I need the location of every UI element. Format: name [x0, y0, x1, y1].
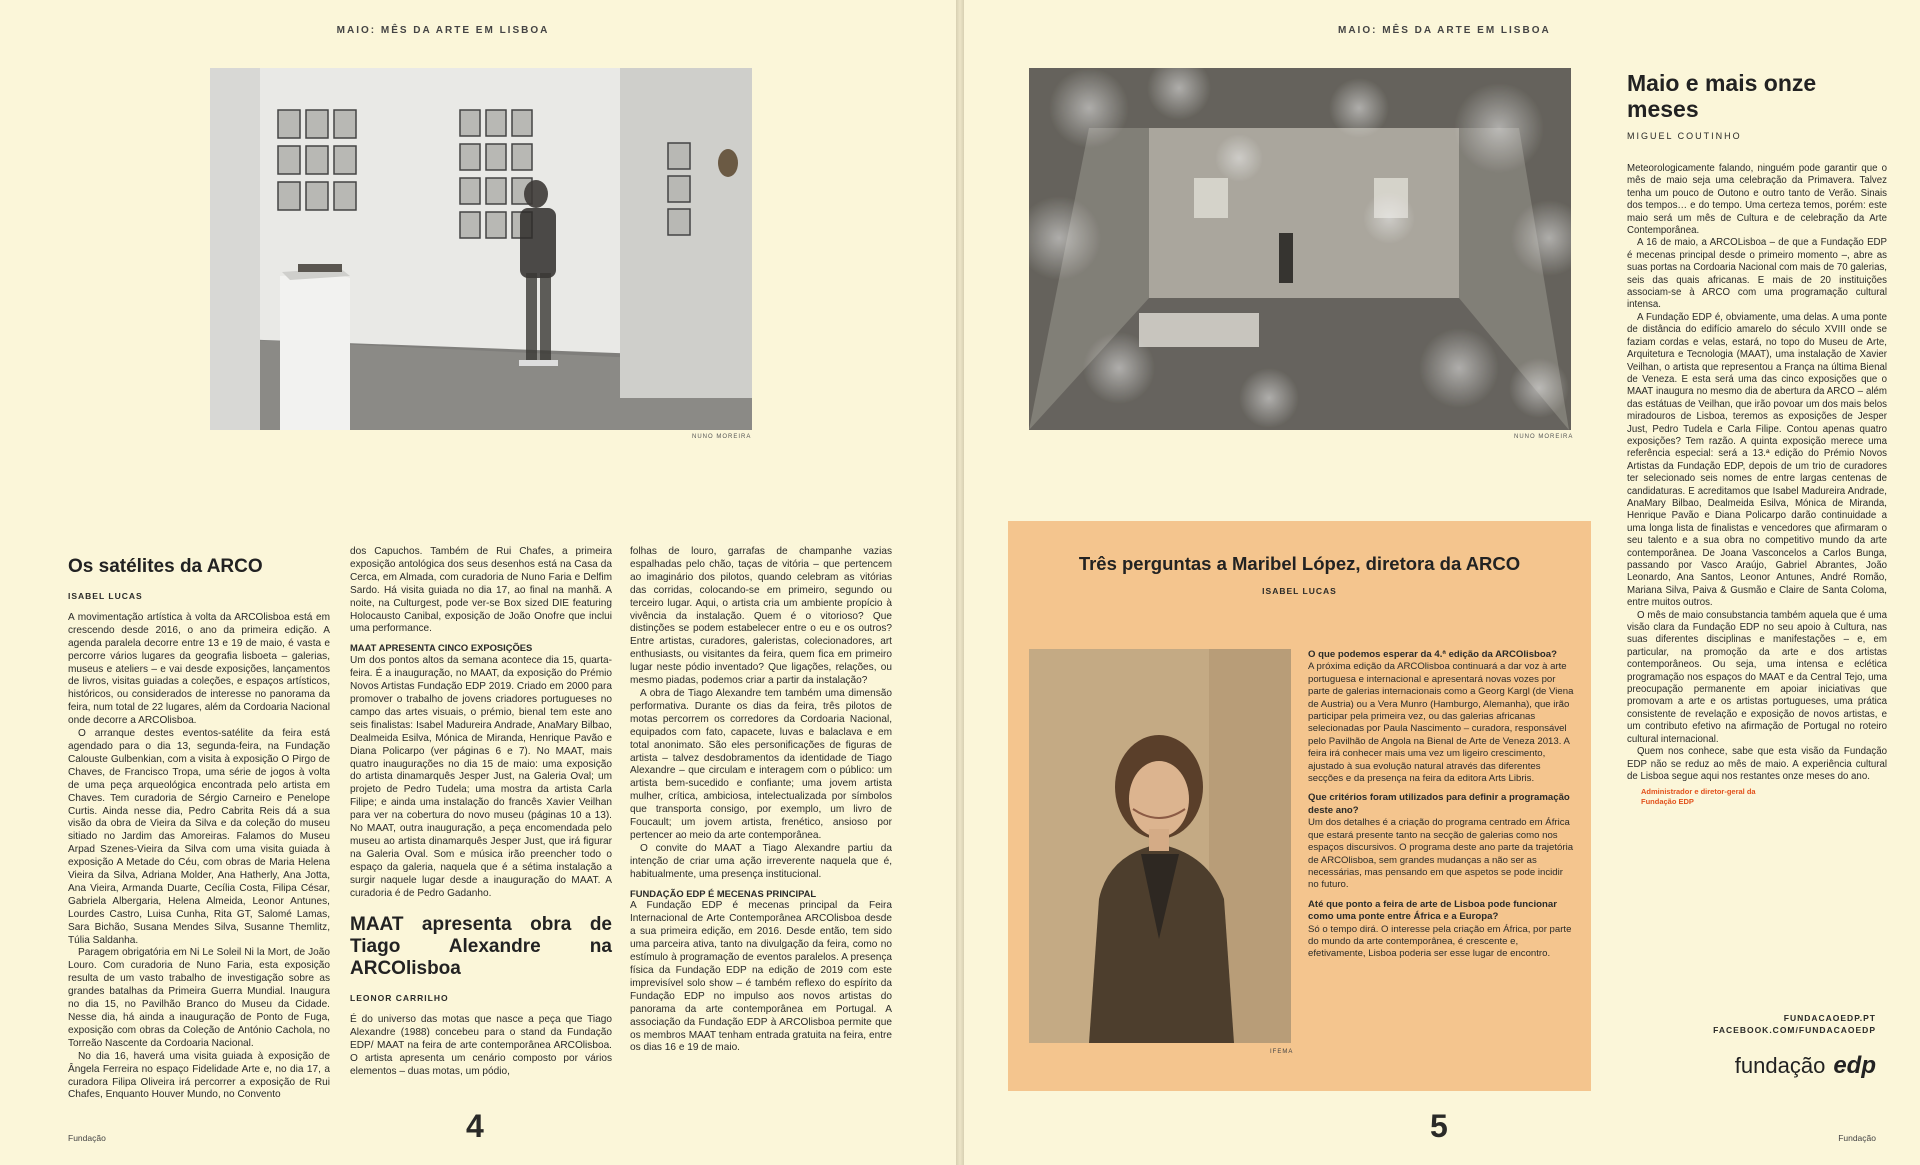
paragraph: Meteorologicamente falando, ninguém pode garantir que o mês de maio seja uma celebração da Primavera. Talvez tenha um pouco de Outono e outro tanto de Verão. Sinais dos tempos… e do tempo. Uma certeza temos, porém: este maio será um mês de Cultura e de celebração da Arte Contemporânea. — [1627, 163, 1887, 237]
portrait-photo — [1029, 649, 1291, 1043]
website-link[interactable]: FUNDACAOEDP.PT — [1783, 1013, 1876, 1023]
paragraph: A 16 de maio, a ARCOLisboa – de que a Fundação EDP é mecenas principal desde o primeiro momento –, abre as suas portas na Cordoaria Nacional com mais de 70 galerias, seis das quais africanas. E mais de 20 instituições associam-se à ARCO com uma programação cultural intensa. — [1627, 237, 1887, 311]
answer: Um dos detalhes é a criação do programa centrado em África que estará presente tanto na secção de galerias como nos espaços discursivos. O programa deste ano parte da trajetória de ARCOlisboa, sem grandes mudanças a não ser as necessárias, mas pensando em que aspetos se pode incidir no futuro. — [1308, 817, 1574, 891]
paragraph: O convite do MAAT a Tiago Alexandre partiu da intenção de criar uma ação irreverente naquela que é, habitualmente, uma presença institucional. — [630, 842, 892, 880]
paragraph: O mês de maio consubstancia também aquela que é uma visão clara da Fundação EDP no seu apoio à Cultura, nas suas diferentes disciplinas e manifestações – e, em particular, na promoção da arte e dos artistas contemporâneos. Ou seja, uma intensa e eclética programação nos espaços do MAAT e da Central Tejo, uma preocupação permanente em apoiar iniciativas que promovam a arte e os artistas portugueses, uma prática consistente de revelação e exposição de novos artistas, e um contributo efetivo na afirmação de Portugal no roteiro cultural internacional. — [1627, 609, 1887, 745]
subheading: FUNDAÇÃO EDP É MECENAS PRINCIPAL — [630, 887, 817, 899]
spine — [956, 0, 964, 1165]
cordoaria-photo — [1029, 68, 1571, 430]
article-satelites-continued — [350, 546, 612, 1079]
paragraph: A Fundação EDP é, obviamente, uma delas. A uma ponte de distância do edifício amarelo do século XVIII onde se faziam cordas e velas, estará, no topo do Museu de Arte, Arquitetura e Tecnologia (MAAT), uma instalação de Xavier Veilhan, o artista que representou a França na última Bienal de Veneza. E esta será uma das cinco exposições que o MAAT inaugura no mesmo dia de abertura da ARCO – além das estátuas de Veilhan, que irão povoar um dos mais belos miradouros de Lisboa, teremos as exposições de Jesper Just, Pedro Tudela e Carla Filipe. Contou apenas quatro exposições? Tem razão. A quinta exposição merece uma referência especial: será a 13.ª edição do Prémio Novos Artistas da Fundação EDP, depois de um trio de curadores ter selecionado seis nomes de entre largas centenas de candidaturas. E acreditamos que Isabel Madureira Andrade, AnaMary Bilbao, Dealmeida Esilva, Mónica de Miranda, Henrique Pavão e Diana Policarpo darão continuidade a uma longa lista de finalistas e vencedores que afirmaram o seu talento e a sua obra no competitivo mundo da arte contemporânea. De Joana Vasconcelos a Carlos Bunga, passando por Vasco Araújo, Gabriel Abrantes, João Leonardo, Ana Santos, Leonor Antunes, André Romão, Mariana Silva, Paiva & Gusmão e Claire de Santa Coloma, entre muitos outros. — [1627, 311, 1887, 609]
photo-credit-left: NUNO MOREIRA — [692, 434, 752, 440]
facebook-link[interactable]: FACEBOOK.COM/FUNDACAOEDP — [1713, 1025, 1876, 1035]
editorial-byline: MIGUEL COUTINHO — [1627, 131, 1742, 141]
interview-qa — [1308, 649, 1574, 961]
page-number-left: 4 — [466, 1108, 484, 1144]
byline: ISABEL LUCAS — [68, 591, 143, 601]
editorial-column — [1627, 70, 1887, 806]
editorial-body — [1627, 163, 1887, 783]
running-head-right: MAIO: MÊS DA ARTE EM LISBOA — [1338, 25, 1551, 36]
article-title: Os satélites da ARCO — [68, 556, 263, 577]
byline: LEONOR CARRILHO — [350, 993, 449, 1004]
article-satelites — [68, 556, 330, 1102]
page-number-right: 5 — [1430, 1108, 1448, 1144]
portrait-credit: IFEMA — [1270, 1049, 1294, 1055]
right-page — [964, 0, 1920, 1165]
footer-label-left: Fundação — [68, 1133, 106, 1143]
logo-wordmark: fundação — [1734, 1053, 1826, 1078]
paragraph: Um dos pontos altos da semana acontece dia 15, quarta-feira. É a inauguração, no MAAT, da exposição do Prémio Novos Artistas Fundação EDP 2019. Criado em 2000 para promover o trabalho de jovens criadores portugueses no campo das artes visuais, o prémio, bienal tem este ano seis finalistas: Isabel Madureira Andrade, AnaMary Bilbao, Dealmeida Esilva, Mónica de Miranda, Henrique Pavão e Diana Policarpo (ver páginas 6 e 7). No MAAT, mais quatro inaugurações no dia 15 de maio: uma exposição do artista dinamarquês Jesper Just, na Galeria Oval; um projeto de Pedro Tudela; uma mostra da artista Carla Filipe; e ainda uma instalação do francês Xavier Veilhan para ver na cobertura do novo museu (páginas 10 a 13). No MAAT, outra inauguração, a peça encomendada pelo museu ao artista dinamarquês Jesper Just, que irá figurar na Galeria Oval. Som e música irão preencher todo o espaço da galeria, naquela que é a sétima instalação a surgir naquele lugar desde a inauguração do MAAT. A curadoria é de Pedro Gadanho. — [350, 655, 612, 899]
subheading: MAAT APRESENTA CINCO EXPOSIÇÕES — [350, 642, 533, 654]
paragraph: Quem nos conhece, sabe que esta visão da Fundação EDP não se reduz ao mês de maio. A experiência cultural de Lisboa segue aqui nos restantes onze meses do ano. — [1627, 746, 1887, 782]
interview-byline: ISABEL LUCAS — [1262, 586, 1337, 596]
question: Que critérios foram utilizados para definir a programação deste ano? — [1308, 792, 1570, 816]
interview-box — [1008, 521, 1591, 1091]
interview-title: Três perguntas a Maribel López, diretora da ARCO — [1078, 553, 1521, 574]
paragraph: folhas de louro, garrafas de champanhe vazias espalhadas pelo chão, taças de vitória – que pertencem ao imaginário dos pilotos, quando celebram as vitórias das corridas, colocando-se em primeiro, segundo ou terceiro lugar. Aqui, o artista cria um ambiente propício à vivência da instalação. Quem é o vitorioso? Que distinções se podem estabelecer entre o eu e os outros? Entre artistas, curadores, galeristas, colecionadores, art enthusiasts, ou visitantes da feira, quem fica em primeiro lugar neste pódio inventado? Que ligações, relações, ou mesmo piadas, podemos criar a partir da instalação? — [630, 546, 892, 687]
edp-logo-mark: edp — [1833, 1052, 1876, 1079]
running-head-left: MAIO: MÊS DA ARTE EM LISBOA — [336, 25, 550, 36]
footer-label-right: Fundação — [1838, 1133, 1876, 1143]
paragraph: Paragem obrigatória em Ni Le Soleil Ni la Mort, de João Louro. Com curadoria de Nuno Faria, esta exposição resulta de um vasto trabalho de investigação sobre as grandes batalhas da Primeira Guerra Mundial. Inaugura no dia 15, no Pavilhão Branco do Museu da Cidade. Nesse dia, há ainda a inauguração de Ponto de Fuga, exposição com obras da Coleção de António Cachola, no Torreão Nascente da Cordoaria Nacional. — [68, 947, 330, 1049]
paragraph: No dia 16, haverá uma visita guiada à exposição de Ângela Ferreira no espaço Fidelidade Arte e, no dia 17, a curadora Filipa Oliveira irá percorrer a exposição de Rui Chafes, Enquanto Houver Mundo, no Convento — [68, 1050, 330, 1101]
article-maat-continued — [630, 546, 892, 1055]
fundacao-edp-logo — [1735, 1052, 1876, 1080]
paragraph: dos Capuchos. Também de Rui Chafes, a primeira exposição antológica dos seus desenhos está na Casa da Cerca, em Almada, com curadoria de Nuno Faria e Delfim Sardo. Há visita guiada no dia 17, ao final na manhã. A noite, na Culturgest, pode ver-se Box sized DIE featuring Holocausto Canibal, exposição de João Onofre que inclui uma performance. — [350, 546, 612, 635]
gallery-photo — [210, 68, 752, 430]
photo-credit-right: NUNO MOREIRA — [1514, 434, 1574, 440]
answer: A próxima edição da ARCOlisboa continuará a dar voz à arte portuguesa e internacional e apresentará novas vozes por parte de galerias internacionais como a Georg Kargl (de Viena de Austria) ou a Vera Munro (Hamburgo, Alemanha), que irão participar pela primeira vez, ou das galerias africanas selecionadas por Paula Nascimento – curadora, responsável pelo Pavilhão de Angola na Bienal de Arte de Veneza 2013. A feira irá conhecer mais uma vez um ligeiro crescimento, ajustado à sua evolução natural através das diferentes secções e da presença na feira da editora Arts Libris. — [1308, 661, 1574, 785]
left-page — [0, 0, 956, 1165]
brand-links — [1713, 1012, 1876, 1036]
editorial-title: Maio e mais onze meses — [1627, 70, 1817, 122]
paragraph: A Fundação EDP é mecenas principal da Feira Internacional de Arte Contemporânea ARCOlisboa desde a sua primeira edição, em 2016. Desde então, tem sido uma parceira ativa, tanto na divulgação da feira, como no estímulo à programação de eventos paralelos. A presença física da Fundação EDP na edição de 2019 com este imprevisível solo show – é também reflexo do espírito da Fundação EDP no impulso aos novos artistas do panorama da arte contemporânea em Portugal. A associação da Fundação EDP à ARCOlisboa permite que os membros MAAT tenham entrada gratuita na feira, entre os dias 16 e 19 de maio. — [630, 900, 892, 1054]
paragraph: É do universo das motas que nasce a peça que Tiago Alexandre (1988) concebeu para o stand da Fundação EDP/ MAAT na feira de arte contemporânea ARCOlisboa. O artista apresenta um cenário composto por vários elementos – duas motas, um pódio, — [350, 1014, 612, 1077]
question: O que podemos esperar da 4.ª edição da ARCOlisboa? — [1308, 649, 1557, 660]
editorial-signature: Administrador e diretor-geral da Fundação EDP — [1641, 787, 1756, 806]
question: Até que ponto a feira de arte de Lisboa pode funcionar como uma ponte entre África e a Europa? — [1308, 898, 1557, 923]
paragraph: O arranque destes eventos-satélite da feira está agendado para o dia 13, segunda-feira, na Fundação Calouste Gulbenkian, com a visita à exposição O Pirgo de Chaves, de Francisco Tropa, uma série de jogos à volta de uma peça arqueológica encontrada pelo artista em Chaves. Tem curadoria de Sérgio Carneiro e Penelope Curtis. Ainda nesse dia, Pedro Cabrita Reis dá a sua visão da obra de Vieira da Silva e da coleção do museu sitiado no Jardim das Amoreiras. Falamos do Museu Arpad Szenes-Vieira da Silva com uma visita guiada à exposição A Metade do Céu, com obras de Maria Helena Vieira da Silva, Adriana Molder, Ana Hatherly, Ana Jotta, Ana Vieira, Armanda Duarte, Cecília Costa, Filipa César, Gabriela Albergaria, Helena Almeida, Leonor Antunes, Lourdes Castro, Luisa Cunha, Rita GT, Salomé Lamas, Sara Bichão, Susana Mendes Silva, Susanne Themlitz, Túlia Saldanha. — [68, 728, 330, 946]
answer: Só o tempo dirá. O interesse pela criação em África, por parte do mundo da arte contemporânea, é crescente e, efetivamente, Lisboa poderia ser esse lugar de encontro. — [1308, 923, 1572, 960]
article-title: MAAT apresenta obra de Tiago Alexandre na ARCOlisboa — [350, 914, 612, 980]
paragraph: A movimentação artística à volta da ARCOlisboa está em crescendo desde 2016, o ano da primeira edição. A agenda paralela decorre entre 13 e 19 de maio, é vasta e percorre vários lugares da geografia lisboeta – galerias, museus e ateliers – e vai desde exposições, lançamentos de livros, visitas guiadas a coleções, e espaços artísticos, históricos, ou considerados de interesse no panorama da feira, num total de 22 lugares, além da Cordoaria Nacional onde decorre a ARCOlisboa. — [68, 611, 330, 727]
paragraph: A obra de Tiago Alexandre tem também uma dimensão performativa. Durante os dias da feira, três pilotos de motas percorrem os corredores da Cordoaria Nacional, equipados com fato, capacete, luvas e balaclava e em total anonimato. São eles personificações de figuras de artista – talvez desdobramentos da identidade de Tiago Alexandre – que circulam e interagem com o público: um artista bem-sucedido e confiante; uma jovem artista mulher, crítica, ambiciosa, intelectualizada por símbolos que transporta consigo, por exemplo, um livro de Foucault; um jovem artista, frenético, ansioso por pertencer ao meio da arte contemporânea. — [630, 687, 892, 841]
article-maat — [350, 914, 612, 1078]
